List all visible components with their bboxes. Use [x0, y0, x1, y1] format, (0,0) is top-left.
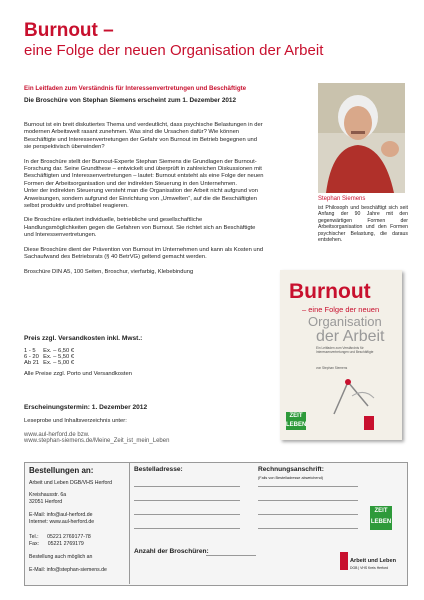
org-city: 32051 Herford [29, 499, 63, 505]
cover-word-4: der Arbeit [316, 328, 385, 345]
cover-word-1: Burnout [289, 280, 371, 303]
cover-author: von Stephan Siemens [316, 366, 348, 370]
cover-word-3: Organisation [308, 314, 382, 329]
order-also: Bestellung auch möglich an [29, 554, 93, 560]
price-row [24, 360, 78, 366]
aul-logo-icon [340, 552, 348, 570]
billing-line-3[interactable] [134, 514, 240, 515]
org-street: Kreishausstr. 6a [29, 492, 67, 498]
price-note: Alle Preise zzgl. Porto und Versandkosten [24, 371, 132, 377]
price-heading: Preis zzgl. Versandkosten inkl. Mwst.: [24, 335, 143, 342]
paragraph-6: Broschüre DIN A5, 100 Seiten, Broschur, vierfarbig, Klebebindung [24, 268, 194, 275]
page-subtitle: eine Folge der neuen Organisation der Arbeit [24, 42, 324, 59]
invoice-line-2[interactable] [258, 500, 358, 501]
billing-line-2[interactable] [134, 500, 240, 501]
url-link-1[interactable]: www.aul-herford.de [24, 432, 76, 438]
price-table [24, 348, 78, 366]
paragraph-2: In der Broschüre stellt der Burnout-Experte Stephan Siemens die Grundlagen der Burnout-Forschung dar. Seine Grundthese – entwickelt und überprüft in zahlreichen Diskussionen mit Beschäftigten und Interessenvertretungen – lautet: Burnout entsteht als eine Folge der neuen Formen der Arbeitsorganisation und der indirekten Steuerung in den Unternehmen. [24, 158, 264, 187]
order-email-2[interactable]: E-Mail: info@stephan-siemens.de [29, 567, 107, 573]
invoice-line-1[interactable] [258, 486, 358, 487]
url-separator: bzw. [77, 432, 90, 438]
aul-logo-sub: DGB | VHS Kreis Herford [350, 566, 388, 570]
page-title: Burnout – [24, 20, 114, 41]
order-contact [24, 462, 130, 584]
sample-links [24, 432, 169, 444]
aul-mark-icon [364, 416, 374, 430]
count-field[interactable] [206, 555, 256, 556]
billing-heading: Bestelladresse: [134, 466, 183, 473]
author-bio: ist Philosoph und beschäftigt sich seit Anfang der 90 Jahre mit den gegenwärtigen Formen der Arbeitsorganisation und den Formen psychischer Belastung, die daraus entstehen. [318, 205, 408, 244]
price-range: 6 - 20 [24, 354, 39, 360]
org-name: Arbeit und Leben DGB/VHS Herford [29, 480, 113, 486]
count-label: Anzahl der Broschüren: [134, 548, 209, 555]
author-name: Stephan Siemens [318, 196, 366, 202]
paragraph-5: Diese Broschüre dient der Prävention von Burnout im Unternehmen und kann als Kosten und Sachaufwand des Betriebsrats (§ 40 BetrVG) geltend gemacht werden. [24, 246, 264, 261]
cover-illustration [324, 376, 384, 416]
org-email[interactable]: E-Mail: info@aul-herford.de [29, 512, 93, 518]
price-section [24, 335, 142, 377]
cover-desc: Ein Leitfaden zum Verständnis für Interessenvertretungen und Beschäftigte [316, 346, 374, 354]
body-text [24, 122, 264, 276]
paragraph-1: Burnout ist ein breit diskutiertes Thema und verdeutlicht, dass psychische Belastungen in der modernen Arbeitswelt rasant zunehmen. Was sind die Ursachen dafür? Wie können Beschäftigte und Interessenvertretungen der Gefahr von Burnout im Betrieb begegnen und sie perspektivisch überwinden? [24, 122, 263, 151]
org-internet[interactable]: Internet: www.aul-herford.de [29, 519, 95, 525]
guide-line: Ein Leitfaden zum Verständnis für Interessenvertretungen und Beschäftigte [24, 85, 247, 92]
paragraph-4: Die Broschüre erläutert individuelle, betriebliche und gesellschaftliche Handlungsmöglichkeiten gegen die Gefahren von Burnout. Sie richtet sich an Beschäftigte und Interessenvertretungen. [24, 217, 256, 239]
url-link-2[interactable]: www.stephan-siemens.de/Meine_Zeit_ist_mein_Leben [24, 438, 170, 444]
price-range: Ab 21 [24, 360, 40, 366]
invoice-heading: Rechnungsanschrift: [258, 466, 324, 473]
org-fax: Fax: 05221 2769179 [29, 541, 84, 547]
billing-line-1[interactable] [134, 486, 240, 487]
price-value: Ex. – 6,50 € [43, 348, 75, 354]
lead-line: Die Broschüre von Stephan Siemens erscheint zum 1. Dezember 2012 [24, 97, 237, 104]
invoice-note: (Falls von Bestelladresse abweichend) [258, 476, 324, 480]
release-date: Erscheinungstermin: 1. Dezember 2012 [24, 404, 148, 411]
zeit-leben-logo: ZEIT LEBEN [286, 413, 307, 428]
price-value: Ex. – 5,00 € [43, 360, 75, 366]
price-range: 1 - 5 [24, 348, 36, 354]
org-tel: Tel.: 05221 2769177-78 [29, 534, 91, 540]
paragraph-3: Unter der indirekten Steuerung versteht man die Organisation der Arbeit nicht aufgrund von Anweisungen, sondern aufgrund der Einrichtung von „Umwelten“, auf die die Beschäftigten selbst produktiv und profitabel reagieren. [24, 188, 258, 210]
zeit-leben-logo-form: ZEIT LEBEN [370, 506, 392, 530]
sample-label: Leseprobe und Inhaltsverzeichnis unter: [24, 418, 127, 424]
order-heading: Bestellungen an: [29, 466, 94, 475]
cover-word-2: – eine Folge der neuen [302, 305, 380, 314]
book-cover [280, 270, 402, 440]
price-value: Ex. – 5,50 € [43, 354, 75, 360]
billing-line-4[interactable] [134, 528, 240, 529]
invoice-line-4[interactable] [258, 528, 358, 529]
aul-logo-text: Arbeit und Leben [350, 558, 396, 564]
invoice-line-3[interactable] [258, 514, 358, 515]
author-photo [318, 83, 405, 193]
